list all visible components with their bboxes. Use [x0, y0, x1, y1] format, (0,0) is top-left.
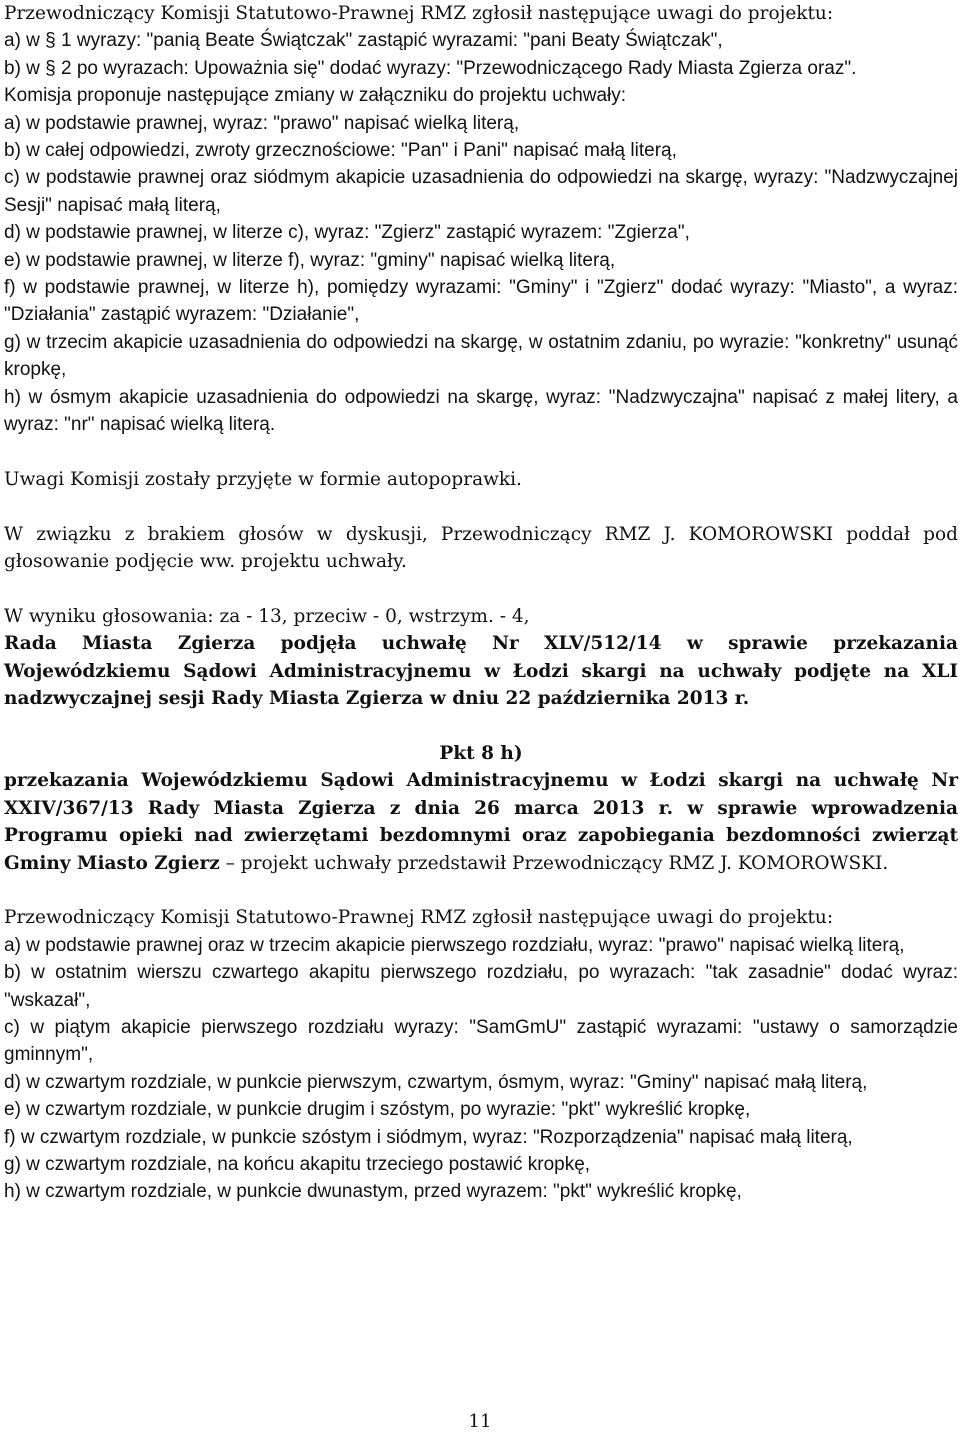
vote-result: W wyniku głosowania: za - 13, przeciw - 0, wstrzym. - 4,	[4, 605, 530, 627]
spacer	[4, 576, 958, 603]
page-number: 11	[468, 1411, 492, 1432]
section2-item-c: c) w podstawie prawnej oraz siódmym akapicie uzasadnienia do odpowiedzi na skargę, wyrazy: "Nadzwyczajnej Sesji" napisać małą literą,	[4, 167, 958, 216]
section3-item-e: e) w czwartym rozdziale, w punkcie drugim i szóstym, po wyrazie: "pkt" wykreślić kropkę,	[4, 1099, 751, 1121]
agenda-point-subject-rest: – projekt uchwały przedstawił Przewodniczący RMZ J. KOMOROWSKI.	[219, 852, 889, 874]
autopoprawki-note: Uwagi Komisji zostały przyjęte w formie autopoprawki.	[4, 468, 522, 490]
section2-intro: Komisja proponuje następujące zmiany w załączniku do projektu uchwały:	[4, 85, 627, 107]
document-page	[4, 0, 958, 1206]
section3-item-a: a) w podstawie prawnej oraz w trzecim akapicie pierwszego rozdziału, wyraz: "prawo" napisać wielką literą,	[4, 934, 905, 956]
section2-item-d: d) w podstawie prawnej, w literze c), wyraz: "Zgierz" zastąpić wyrazem: "Zgierza",	[4, 222, 690, 244]
section1-item-b: b) w § 2 po wyrazach: Upoważnia się" dodać wyrazy: "Przewodniczącego Rady Miasta Zgierza oraz".	[4, 57, 857, 79]
section2-item-h: h) w ósmym akapicie uzasadnienia do odpowiedzi na skargę, wyraz: "Nadzwyczajna" napisać z małej litery, a wyraz: "nr" napisać wielką literą.	[4, 386, 958, 436]
section1-item-a: a) w § 1 wyrazy: "panią Beate Świątczak" zastąpić wyrazami: "pani Beaty Świątczak",	[4, 30, 723, 52]
section3-item-h: h) w czwartym rozdziale, w punkcie dwunastym, przed wyrazem: "pkt" wykreślić kropkę,	[4, 1181, 742, 1203]
section3-item-f: f) w czwartym rozdziale, w punkcie szóstym i siódmym, wyraz: "Rozporządzenia" napisać małą literą,	[4, 1126, 853, 1148]
spacer	[4, 493, 958, 520]
section3-item-c: c) w piątym akapicie pierwszego rozdziału wyrazy: "SamGmU" zastąpić wyrazami: "ustawy o samorządzie gminnym",	[4, 1016, 958, 1066]
section2-item-f: f) w podstawie prawnej, w literze h), pomiędzy wyrazami: "Gminy" i "Zgierz" dodać wyrazy: "Miasto", a wyraz: "Działania" zastąpić wyrazem: "Działanie",	[4, 277, 958, 326]
section3-item-g: g) w czwartym rozdziale, na końcu akapitu trzeciego postawić kropkę,	[4, 1153, 591, 1175]
discussion-note: W związku z brakiem głosów w dyskusji, Przewodniczący RMZ J. KOMOROWSKI poddał pod głosowanie podjęcie ww. projektu uchwały.	[4, 523, 958, 573]
section2-item-b: b) w całej odpowiedzi, zwroty grzecznościowe: "Pan" i Pani" napisać małą literą,	[4, 140, 677, 162]
agenda-point-subject	[4, 767, 958, 877]
section3-intro: Przewodniczący Komisji Statutowo-Prawnej RMZ zgłosił następujące uwagi do projektu:	[4, 907, 834, 929]
agenda-point-heading: Pkt 8 h)	[439, 742, 523, 764]
section3-item-d: d) w czwartym rozdziale, w punkcie pierwszym, czwartym, ósmym, wyraz: "Gminy" napisać małą literą,	[4, 1071, 868, 1093]
spacer	[4, 439, 958, 466]
section1-intro: Przewodniczący Komisji Statutowo-Prawnej RMZ zgłosił następujące uwagi do projektu:	[4, 3, 834, 24]
section2-item-g: g) w trzecim akapicie uzasadnienia do odpowiedzi na skargę, w ostatnim zdaniu, po wyrazie: "konkretny" usunąć kropkę,	[4, 331, 958, 381]
section2-item-e: e) w podstawie prawnej, w literze f), wyraz: "gminy" napisać wielką literą,	[4, 249, 616, 271]
agenda-point-subject-bold: przekazania Wojewódzkiemu Sądowi Administracyjnemu w Łodzi skargi na uchwałę Nr XXIV/367/13 Rady Miasta Zgierza z dnia 26 marca 2013 r. w sprawie wprowadzenia Programu opieki nad zwierzętami bezdomnymi oraz zapobiegania bezdomności zwierząt Gminy Miasto Zgierz	[4, 770, 958, 874]
resolution-statement: Rada Miasta Zgierza podjęła uchwałę Nr XLV/512/14 w sprawie przekazania Wojewódzkiemu Sądowi Administracyjnemu w Łodzi skargi na uchwały podjęte na XLI nadzwyczajnej sesji Rady Miasta Zgierza w dniu 22 października 2013 r.	[4, 633, 958, 710]
section3-item-b: b) w ostatnim wierszu czwartego akapitu pierwszego rozdziału, po wyrazach: "tak zasadnie" dodać wyraz: "wskazał",	[4, 962, 958, 1011]
spacer	[4, 713, 958, 740]
section2-item-a: a) w podstawie prawnej, wyraz: "prawo" napisać wielką literą,	[4, 112, 520, 134]
spacer	[4, 877, 958, 904]
